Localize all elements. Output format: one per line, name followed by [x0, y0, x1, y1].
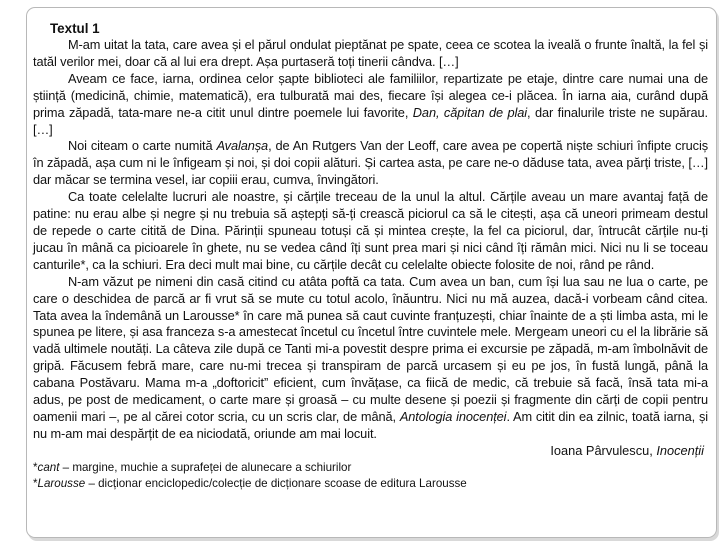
paragraph-5: [33, 274, 708, 443]
paragraph-3-text-b: , de An Rutgers Van der Leoff, care avea pe copertă niște schiuri înfipte cruciș în zăpadă, așa cum ni le înfigeam și noi, și doi copii alături. Și cartea asta, pe care ne-o dăduse tata, avea părți triste, […] dar măcar se termina vesel, iar copiii erau, cumva, învingători.: [33, 138, 708, 188]
footnote-text: – dicționar enciclopedic/colecție de dicționare scoase de editura Larousse: [85, 476, 467, 490]
paragraph-5-text-a: N-am văzut pe nimeni din casă citind cu atâta poftă ca tata. Cum avea un ban, cum își lua sau ne lua o carte, pe care o deschidea de parcă ar fi vrut să se mute cu totul acolo, înăuntru. Nici nu mă auzea, dacă-i vorbeam când citea. Tata avea la îndemână un Larousse* în care mă punea să caut cuvinte franțuzești, chiar înainte de a ști limba asta, mi le spunea pe litere, și asa franceza s-a amestecat încetul cu încetul între cuvintele mele. Mergeam uneori cu el la librărie să vadă ultimele noutăți. La câteva zile după ce Tanti mi-a povestit despre prima ei excursie pe zăpadă, m-am îmbolnăvit de gripă. Făcusem febră mare, care nu-mi trecea și transpiram de parcă urcasem și eu pe jos, în fustă lungă, până la cabana Postăvaru. Mama m-a „doftoricit” eficient, cum învățase, ca fiică de medic, că trebuie să facă, însă tata mi-a adus, pe post de medicament, o carte mare și groasă – cu multe desene și poezii și fragmente din cărți de copii pentru oamenii mari –, pe al cărei cotor scria, cu un scris clar, de mână,: [33, 273, 708, 424]
signature-work: Inocenții: [656, 442, 704, 458]
paragraph-1-text: M-am uitat la tata, care avea și el părul ondulat pieptănat pe spate, ceea ce scotea la iveală o frunte înaltă, la fel și tatăl verilor mei, doar că al lui era drept. Așa purtaseră toți tinerii cândva. […]: [33, 37, 708, 69]
paragraph-4: [33, 189, 708, 274]
footnote-term: cant: [37, 460, 60, 474]
footnote-larousse: *Larousse – dicționar enciclopedic/colecție de dicționare scoase de editura Larousse: [33, 476, 467, 490]
document-content: [33, 21, 708, 492]
footnote-term: Larousse: [37, 476, 86, 490]
paragraph-4-text: Ca toate celelalte lucruri ale noastre, și cărțile treceau de la unul la altul. Cărțile aveau un mare avantaj față de patine: nu erau albe și negre și nu trebuia să aștepți să-ți crească piciorul ca să le citești, așa că uneori primeam destul de repede o carte citită de Dina. Părinții spuneau totuși că și mintea crește, la fel ca piciorul, dar, întrucât cărțile nu-ți jucau în mână ca picioarele în ghete, nu se vedea când îți sunt prea mari și nici când îți rămân mici. Nici nu li se toceau canturile*, ca la schiuri. Era deci mult mai bine, cu cărțile decât cu celelalte obiecte folosite de noi, rând pe rând.: [33, 189, 708, 272]
paragraph-2: [33, 71, 708, 139]
signature-author: Ioana Pârvulescu,: [550, 442, 657, 458]
poem-title: Dan, căpitan de plai: [412, 104, 528, 120]
footnote-text: – margine, muchie a suprafeței de alunecare a schiurilor: [59, 460, 352, 474]
paragraph-3: [33, 138, 708, 189]
paragraph-5-text-b: . Am citit din ea zilnic, toată iarna, și nu m-am mai despărțit de ea niciodată, oriunde am mai locuit.: [33, 408, 709, 441]
paragraph-1: [33, 37, 708, 71]
signature: [33, 443, 708, 460]
footnote-cant: *cant – margine, muchie a suprafeței de alunecare a schiurilor: [33, 460, 352, 474]
paragraph-2-text-b: , dar finalurile triste ne supărau. […]: [33, 104, 708, 137]
footnotes: [33, 460, 708, 492]
document-title: Textul 1: [50, 21, 100, 36]
paragraph-3-text-a: Noi citeam o carte numită: [68, 138, 217, 154]
book-title-avalansa: Avalanșa: [216, 138, 269, 154]
paragraph-2-text-a: Aveam ce face, iarna, ordinea celor șapte biblioteci ale familiilor, repartizate pe etaje, dintre care numai una de știință (medicină, chimie, matematică), era tulburată mai des, fiecare își alegea ce-i plăcea. În iarna aia, curând după prima zăpadă, tata-mare ne-a citit unul dintre poemele lui favorite,: [33, 70, 708, 120]
book-title-antologia: Antologia inocenței: [399, 408, 507, 424]
